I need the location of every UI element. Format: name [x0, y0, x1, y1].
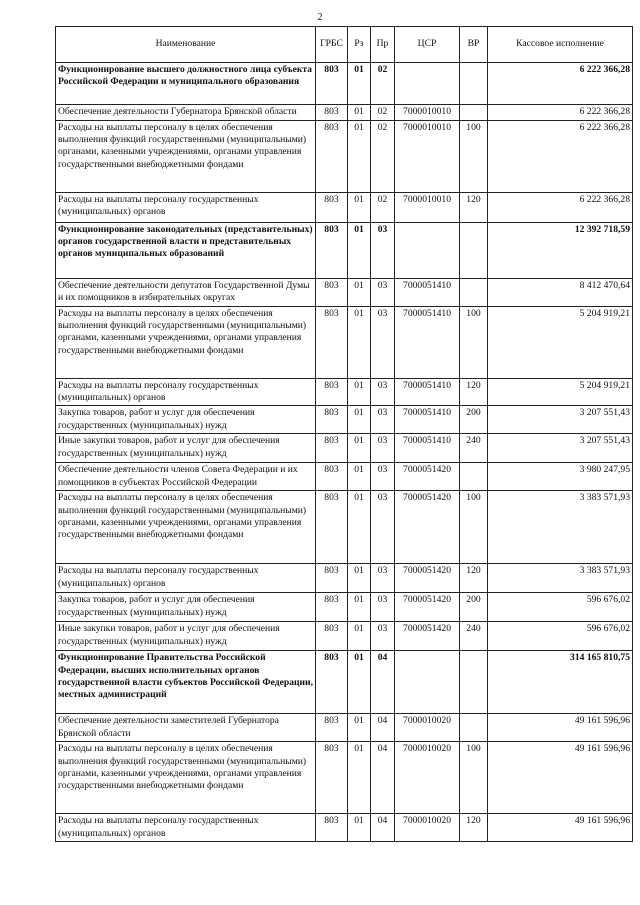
cell-csr: 7000010010	[395, 193, 460, 223]
cell-pr: 03	[371, 622, 395, 651]
cell-sum: 5 204 919,21	[488, 307, 633, 379]
cell-rz: 01	[348, 279, 371, 307]
table-row	[56, 622, 633, 651]
header-pr: Пр	[371, 27, 395, 63]
cell-vr: 240	[460, 622, 488, 651]
cell-vr: 120	[460, 379, 488, 406]
cell-rz: 01	[348, 307, 371, 379]
cell-sum: 49 161 596,96	[488, 742, 633, 814]
cell-grbs: 803	[316, 714, 348, 742]
cell-name: Расходы на выплаты персоналу в целях обеспечения выполнения функций государственными (муниципальными) органами, казенными учреждениями, органами управления государственными внебюджетными фондами	[56, 121, 316, 193]
cell-vr	[460, 463, 488, 491]
cell-csr	[395, 651, 460, 714]
cell-sum: 6 222 366,28	[488, 193, 633, 223]
cell-sum: 3 383 571,93	[488, 491, 633, 564]
header-sum: Кассовое исполнение	[488, 27, 633, 63]
cell-csr	[395, 223, 460, 279]
cell-csr: 7000010020	[395, 714, 460, 742]
cell-vr: 120	[460, 814, 488, 841]
cell-grbs: 803	[316, 491, 348, 564]
table-row	[56, 105, 633, 121]
cell-grbs: 803	[316, 593, 348, 622]
cell-name: Закупка товаров, работ и услуг для обеспечения государственных (муниципальных) нужд	[56, 406, 316, 434]
cell-sum: 6 222 366,28	[488, 63, 633, 105]
cell-sum: 314 165 810,75	[488, 651, 633, 714]
cell-sum: 12 392 718,59	[488, 223, 633, 279]
cell-name: Иные закупки товаров, работ и услуг для обеспечения государственных (муниципальных) нужд	[56, 622, 316, 651]
cell-grbs: 803	[316, 651, 348, 714]
cell-csr: 7000010020	[395, 742, 460, 814]
cell-name: Расходы на выплаты персоналу государственных (муниципальных) органов	[56, 814, 316, 841]
cell-pr: 03	[371, 434, 395, 463]
cell-pr: 03	[371, 406, 395, 434]
cell-vr	[460, 651, 488, 714]
table-row	[56, 406, 633, 434]
cell-grbs: 803	[316, 463, 348, 491]
cell-name: Расходы на выплаты персоналу в целях обеспечения выполнения функций государственными (муниципальными) органами, казенными учреждениями, органами управления государственными внебюджетными фондами	[56, 491, 316, 564]
cell-rz: 01	[348, 105, 371, 121]
cell-rz: 01	[348, 622, 371, 651]
cell-vr: 100	[460, 742, 488, 814]
cell-pr: 03	[371, 379, 395, 406]
cell-grbs: 803	[316, 379, 348, 406]
cell-grbs: 803	[316, 121, 348, 193]
cell-vr: 100	[460, 121, 488, 193]
cell-name: Расходы на выплаты персоналу государственных (муниципальных) органов	[56, 193, 316, 223]
cell-sum: 3 207 551,43	[488, 434, 633, 463]
cell-vr	[460, 105, 488, 121]
table-row	[56, 121, 633, 193]
cell-pr: 02	[371, 193, 395, 223]
table-row	[56, 742, 633, 814]
cell-sum: 3 980 247,95	[488, 463, 633, 491]
table-row	[56, 223, 633, 279]
cell-rz: 01	[348, 121, 371, 193]
cell-csr: 7000051420	[395, 564, 460, 593]
cell-pr: 03	[371, 491, 395, 564]
table-row	[56, 463, 633, 491]
cell-rz: 01	[348, 434, 371, 463]
cell-csr: 7000010010	[395, 121, 460, 193]
cell-grbs: 803	[316, 564, 348, 593]
cell-name: Закупка товаров, работ и услуг для обеспечения государственных (муниципальных) нужд	[56, 593, 316, 622]
cell-rz: 01	[348, 223, 371, 279]
table-row	[56, 714, 633, 742]
table-row	[56, 564, 633, 593]
cell-csr: 7000051420	[395, 622, 460, 651]
table-row	[56, 193, 633, 223]
cell-sum: 596 676,02	[488, 622, 633, 651]
cell-sum: 5 204 919,21	[488, 379, 633, 406]
table-row	[56, 307, 633, 379]
cell-name: Обеспечение деятельности заместителей Губернатора Брянской области	[56, 714, 316, 742]
header-name: Наименование	[56, 27, 316, 63]
cell-grbs: 803	[316, 223, 348, 279]
cell-pr: 03	[371, 223, 395, 279]
cell-csr	[395, 63, 460, 105]
cell-vr: 120	[460, 564, 488, 593]
cell-sum: 49 161 596,96	[488, 814, 633, 841]
cell-pr: 02	[371, 105, 395, 121]
cell-csr: 7000051420	[395, 463, 460, 491]
cell-pr: 02	[371, 63, 395, 105]
cell-grbs: 803	[316, 814, 348, 841]
cell-csr: 7000051420	[395, 593, 460, 622]
cell-pr: 04	[371, 651, 395, 714]
cell-vr: 200	[460, 593, 488, 622]
cell-rz: 01	[348, 814, 371, 841]
cell-vr	[460, 63, 488, 105]
cell-pr: 03	[371, 279, 395, 307]
cell-csr: 7000051420	[395, 491, 460, 564]
cell-name: Иные закупки товаров, работ и услуг для обеспечения государственных (муниципальных) нужд	[56, 434, 316, 463]
header-rz: Рз	[348, 27, 371, 63]
cell-vr	[460, 279, 488, 307]
cell-grbs: 803	[316, 622, 348, 651]
cell-pr: 03	[371, 463, 395, 491]
table-row	[56, 593, 633, 622]
cell-vr: 240	[460, 434, 488, 463]
cell-grbs: 803	[316, 279, 348, 307]
cell-name: Функционирование высшего должностного лица субъекта Российской Федерации и муниципального образования	[56, 63, 316, 105]
cell-sum: 3 207 551,43	[488, 406, 633, 434]
cell-name: Функционирование Правительства Российской Федерации, высших исполнительных органов государственной власти субъектов Российской Федерации, местных администраций	[56, 651, 316, 714]
cell-name: Расходы на выплаты персоналу государственных (муниципальных) органов	[56, 564, 316, 593]
table-row	[56, 279, 633, 307]
cell-vr	[460, 714, 488, 742]
table-row	[56, 379, 633, 406]
cell-pr: 04	[371, 814, 395, 841]
cell-name: Расходы на выплаты персоналу государственных (муниципальных) органов	[56, 379, 316, 406]
cell-sum: 6 222 366,28	[488, 121, 633, 193]
table-row	[56, 814, 633, 841]
cell-name: Функционирование законодательных (представительных) органов государственной власти и представительных органов муниципальных образований	[56, 223, 316, 279]
cell-csr: 7000051410	[395, 307, 460, 379]
cell-pr: 04	[371, 714, 395, 742]
cell-vr: 100	[460, 307, 488, 379]
cell-rz: 01	[348, 491, 371, 564]
table-row	[56, 491, 633, 564]
cell-rz: 01	[348, 463, 371, 491]
cell-name: Обеспечение деятельности депутатов Государственной Думы и их помощников в избирательных округах	[56, 279, 316, 307]
cell-vr: 200	[460, 406, 488, 434]
cell-vr: 100	[460, 491, 488, 564]
cell-grbs: 803	[316, 307, 348, 379]
cell-grbs: 803	[316, 742, 348, 814]
cell-csr: 7000051410	[395, 434, 460, 463]
cell-sum: 596 676,02	[488, 593, 633, 622]
cell-sum: 49 161 596,96	[488, 714, 633, 742]
cell-csr: 7000010020	[395, 814, 460, 841]
header-grbs: ГРБС	[316, 27, 348, 63]
cell-grbs: 803	[316, 193, 348, 223]
cell-pr: 03	[371, 593, 395, 622]
cell-rz: 01	[348, 379, 371, 406]
cell-csr: 7000051410	[395, 379, 460, 406]
cell-name: Расходы на выплаты персоналу в целях обеспечения выполнения функций государственными (муниципальными) органами, казенными учреждениями, органами управления государственными внебюджетными фондами	[56, 307, 316, 379]
cell-csr: 7000010010	[395, 105, 460, 121]
cell-rz: 01	[348, 651, 371, 714]
cell-vr: 120	[460, 193, 488, 223]
cell-sum: 6 222 366,28	[488, 105, 633, 121]
cell-name: Обеспечение деятельности Губернатора Брянской области	[56, 105, 316, 121]
cell-pr: 03	[371, 307, 395, 379]
cell-rz: 01	[348, 406, 371, 434]
cell-rz: 01	[348, 714, 371, 742]
cell-sum: 3 383 571,93	[488, 564, 633, 593]
cell-rz: 01	[348, 593, 371, 622]
cell-rz: 01	[348, 742, 371, 814]
cell-grbs: 803	[316, 105, 348, 121]
cell-rz: 01	[348, 63, 371, 105]
cell-sum: 8 412 470,64	[488, 279, 633, 307]
cell-grbs: 803	[316, 434, 348, 463]
cell-rz: 01	[348, 193, 371, 223]
table-row	[56, 434, 633, 463]
header-vr: ВР	[460, 27, 488, 63]
page-number: 2	[317, 12, 323, 23]
cell-pr: 04	[371, 742, 395, 814]
table-row	[56, 651, 633, 714]
cell-pr: 03	[371, 564, 395, 593]
cell-vr	[460, 223, 488, 279]
table-header-row	[56, 27, 633, 63]
cell-rz: 01	[348, 564, 371, 593]
cell-csr: 7000051410	[395, 279, 460, 307]
budget-table	[55, 26, 633, 842]
cell-pr: 02	[371, 121, 395, 193]
cell-name: Обеспечение деятельности членов Совета Федерации и их помощников в субъектах Российской Федерации	[56, 463, 316, 491]
cell-grbs: 803	[316, 63, 348, 105]
cell-csr: 7000051410	[395, 406, 460, 434]
table-row	[56, 63, 633, 105]
cell-name: Расходы на выплаты персоналу в целях обеспечения выполнения функций государственными (муниципальными) органами, казенными учреждениями, органами управления государственными внебюджетными фондами	[56, 742, 316, 814]
cell-grbs: 803	[316, 406, 348, 434]
header-csr: ЦСР	[395, 27, 460, 63]
